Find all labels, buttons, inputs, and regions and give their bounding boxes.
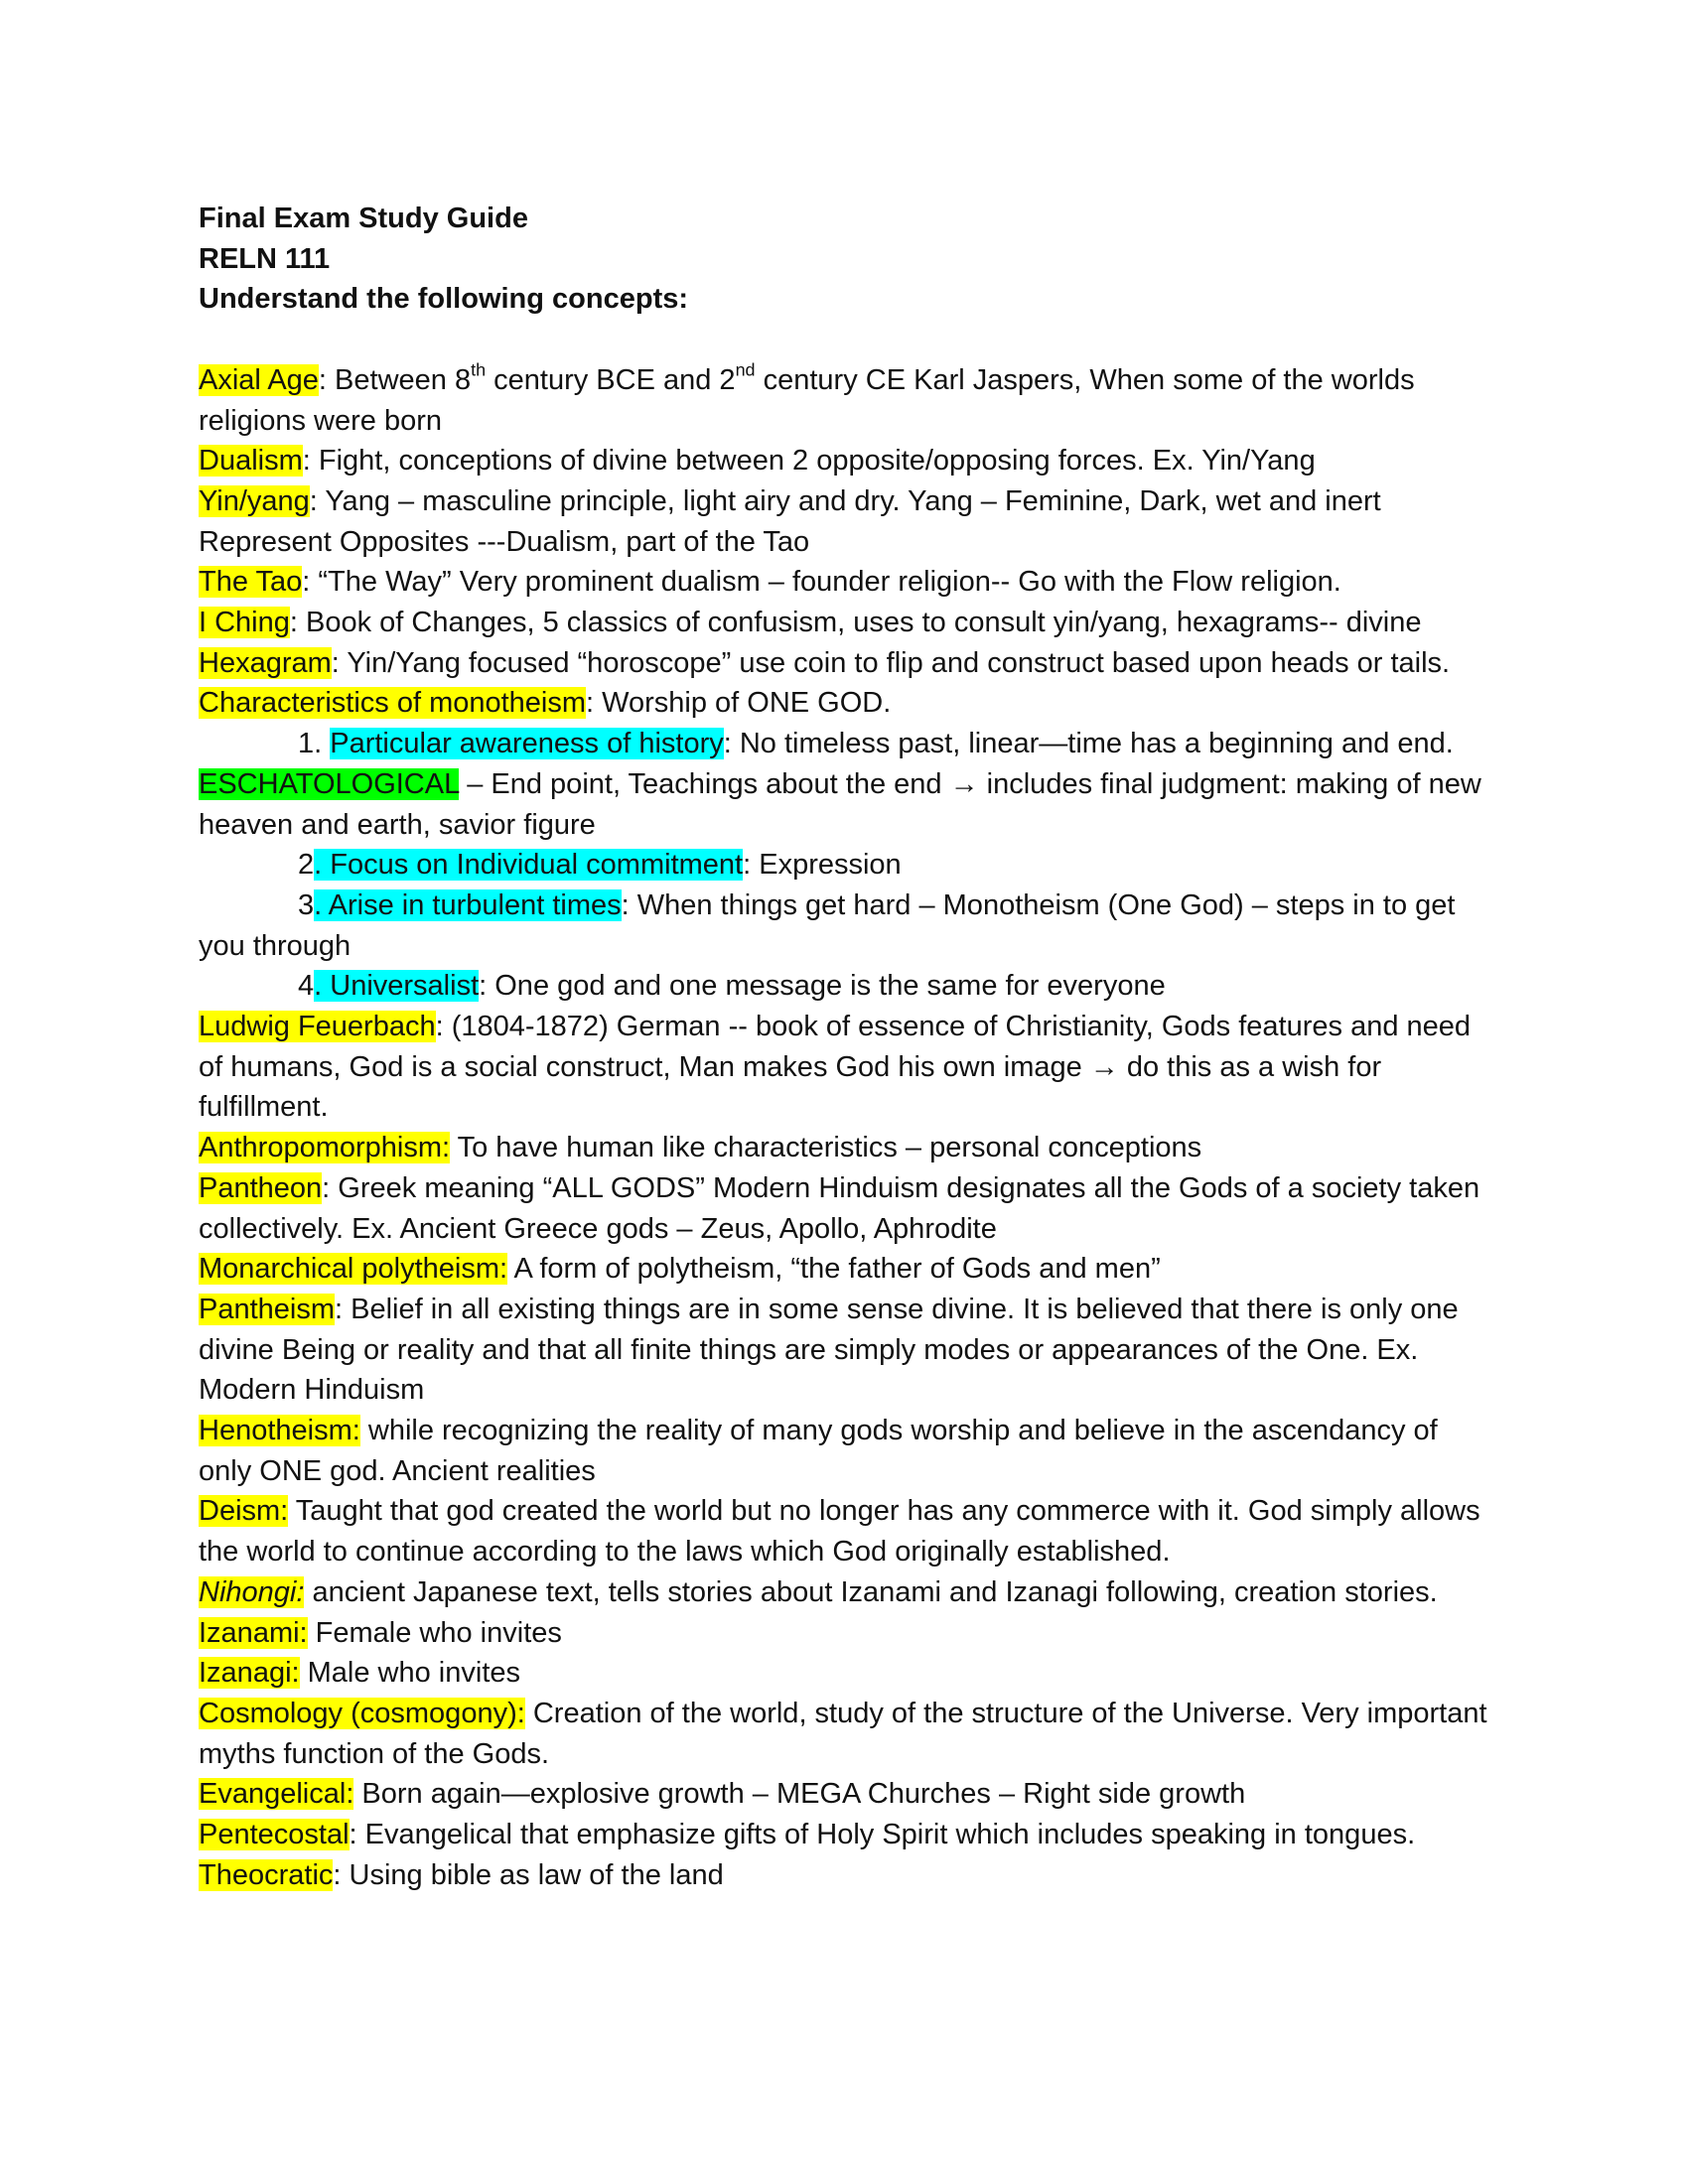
definition: : When things get hard – Monotheism (One God) – steps in to get you through — [199, 888, 1456, 962]
definition: – End point, Teachings about the end → includes final judgment: making of new heaven and earth, savior figure — [199, 767, 1481, 841]
definition: : Greek meaning “ALL GODS” Modern Hinduism designates all the Gods of a society taken collectively. Ex. Ancient Greece gods – Zeus, Apollo, Aphrodite — [199, 1171, 1480, 1245]
definition: Creation of the world, study of the structure of the Universe. Very important myths function of the Gods. — [199, 1698, 1487, 1770]
definition: : No timeless past, linear—time has a beginning and end. — [723, 728, 1454, 760]
definition: : Yang – masculine principle, light airy and dry. Yang – Feminine, Dark, wet and inert Represent Opposites ---Dualism, part of the Tao — [199, 484, 1381, 558]
instruction-heading: Understand the following concepts: — [199, 283, 689, 316]
term-izanami: Izanami: — [199, 1616, 308, 1649]
entry-henotheism — [199, 1411, 1489, 1491]
study-guide-document — [199, 199, 1489, 1896]
term-cosmology: Cosmology (cosmogony): — [199, 1698, 525, 1729]
entry-theocratic — [199, 1855, 1489, 1896]
entry-anthropomorphism — [199, 1128, 1489, 1168]
entry-izanami — [199, 1613, 1489, 1654]
definition-part: century CE Karl Jaspers, When some of the worlds religions were born — [199, 363, 1415, 437]
term-evangelical: Evangelical: — [199, 1778, 354, 1811]
definition: To have human like characteristics – personal conceptions — [450, 1132, 1202, 1164]
entry-i-ching — [199, 603, 1489, 643]
entry-ludwig-feuerbach — [199, 1007, 1489, 1128]
definition: Male who invites — [299, 1657, 521, 1690]
definition: : Fight, conceptions of divine between 2 opposite/opposing forces. Ex. Yin/Yang — [302, 445, 1316, 478]
term-henotheism: Henotheism: — [199, 1415, 360, 1447]
definition: while recognizing the reality of many gods worship and believe in the ascendancy of only ONE god. Ancient realities — [199, 1415, 1438, 1487]
term-characteristics-of-monotheism: Characteristics of monotheism — [199, 687, 587, 720]
definition-part: century BCE and 2 — [486, 363, 736, 396]
term-arise-in-turbulent-times: . Arise in turbulent times — [314, 888, 622, 921]
definition: : Belief in all existing things are in some sense divine. It is believed that there is only one divine Being or reality and that all finite things are simply modes or appearances of the One. Ex. Modern Hinduism — [199, 1293, 1459, 1407]
term-pantheon: Pantheon — [199, 1171, 323, 1204]
monotheism-item-4 — [199, 966, 1489, 1007]
term-focus-on-individual-commitment: . Focus on Individual commitment — [314, 849, 744, 882]
entry-hexagram — [199, 643, 1489, 684]
definition: : Yin/Yang focused “horoscope” use coin to flip and construct based upon heads or tails. — [331, 646, 1451, 679]
monotheism-item-3 — [199, 886, 1489, 966]
term-eschatological: ESCHATOLOGICAL — [199, 767, 460, 800]
entry-pantheism — [199, 1290, 1489, 1411]
entry-nihongi — [199, 1572, 1489, 1613]
entry-dualism — [199, 441, 1489, 481]
definition: : Expression — [743, 849, 902, 882]
definition: Female who invites — [307, 1616, 562, 1649]
entry-pentecostal — [199, 1815, 1489, 1855]
term-theocratic: Theocratic — [199, 1858, 334, 1891]
entry-monarchical-polytheism — [199, 1249, 1489, 1290]
term-nihongi: Nihongi: — [199, 1575, 305, 1608]
definition: A form of polytheism, “the father of Gods and men” — [507, 1253, 1161, 1286]
term-izanagi: Izanagi: — [199, 1657, 300, 1690]
definition: : (1804-1872) German -- book of essence of Christianity, Gods features and need of humans, God is a social construct, Man makes God his own image → do this as a wish for fulfillment. — [199, 1011, 1472, 1124]
term-the-tao: The Tao — [199, 566, 303, 599]
definition: Born again—explosive growth – MEGA Churches – Right side growth — [353, 1778, 1246, 1811]
list-number: 3 — [298, 888, 315, 921]
entry-cosmology — [199, 1694, 1489, 1774]
term-deism: Deism: — [199, 1495, 289, 1528]
superscript-nd: nd — [735, 359, 756, 380]
list-number: 4 — [298, 970, 315, 1003]
monotheism-item-2 — [199, 845, 1489, 886]
entry-characteristics-of-monotheism — [199, 683, 1489, 724]
definition: Taught that god created the world but no longer has any commerce with it. God simply allows the world to continue according to the laws which God originally established. — [199, 1495, 1480, 1569]
entry-yin-yang — [199, 481, 1489, 562]
entry-pantheon — [199, 1168, 1489, 1249]
term-yin-yang: Yin/yang — [199, 484, 310, 517]
definition: : One god and one message is the same for everyone — [479, 970, 1166, 1003]
definition: : Evangelical that emphasize gifts of Holy Spirit which includes speaking in tongues. — [349, 1819, 1416, 1851]
definition: : Book of Changes, 5 classics of confusism, uses to consult yin/yang, hexagrams-- divine — [289, 607, 1422, 639]
entry-izanagi — [199, 1653, 1489, 1694]
definition: : “The Way” Very prominent dualism – founder religion-- Go with the Flow religion. — [302, 566, 1341, 599]
list-number: 2 — [298, 849, 315, 882]
list-number: 1. — [298, 728, 331, 760]
entry-axial-age — [199, 360, 1489, 441]
blank-line — [199, 320, 1489, 360]
term-i-ching: I Ching — [199, 607, 290, 639]
superscript-th: th — [471, 359, 487, 380]
entry-evangelical — [199, 1774, 1489, 1815]
term-ludwig-feuerbach: Ludwig Feuerbach — [199, 1011, 436, 1043]
term-hexagram: Hexagram — [199, 646, 332, 679]
term-pantheism: Pantheism — [199, 1293, 336, 1325]
monotheism-item-1 — [199, 724, 1489, 845]
term-pentecostal: Pentecostal — [199, 1819, 350, 1851]
entry-the-tao — [199, 562, 1489, 603]
document-title: Final Exam Study Guide — [199, 203, 528, 234]
definition: : Worship of ONE GOD. — [586, 687, 892, 720]
definition: ancient Japanese text, tells stories about Izanami and Izanagi following, creation stories. — [304, 1575, 1438, 1608]
term-dualism: Dualism — [199, 445, 303, 478]
definition-part: : Between 8 — [318, 363, 472, 396]
term-axial-age: Axial Age — [199, 363, 319, 396]
entry-deism — [199, 1491, 1489, 1571]
term-particular-awareness-of-history: Particular awareness of history — [330, 728, 724, 760]
course-code: RELN 111 — [199, 242, 331, 275]
definition: : Using bible as law of the land — [333, 1858, 724, 1891]
term-anthropomorphism: Anthropomorphism: — [199, 1132, 451, 1164]
term-monarchical-polytheism: Monarchical polytheism: — [199, 1253, 508, 1286]
term-universalist: . Universalist — [314, 970, 480, 1003]
